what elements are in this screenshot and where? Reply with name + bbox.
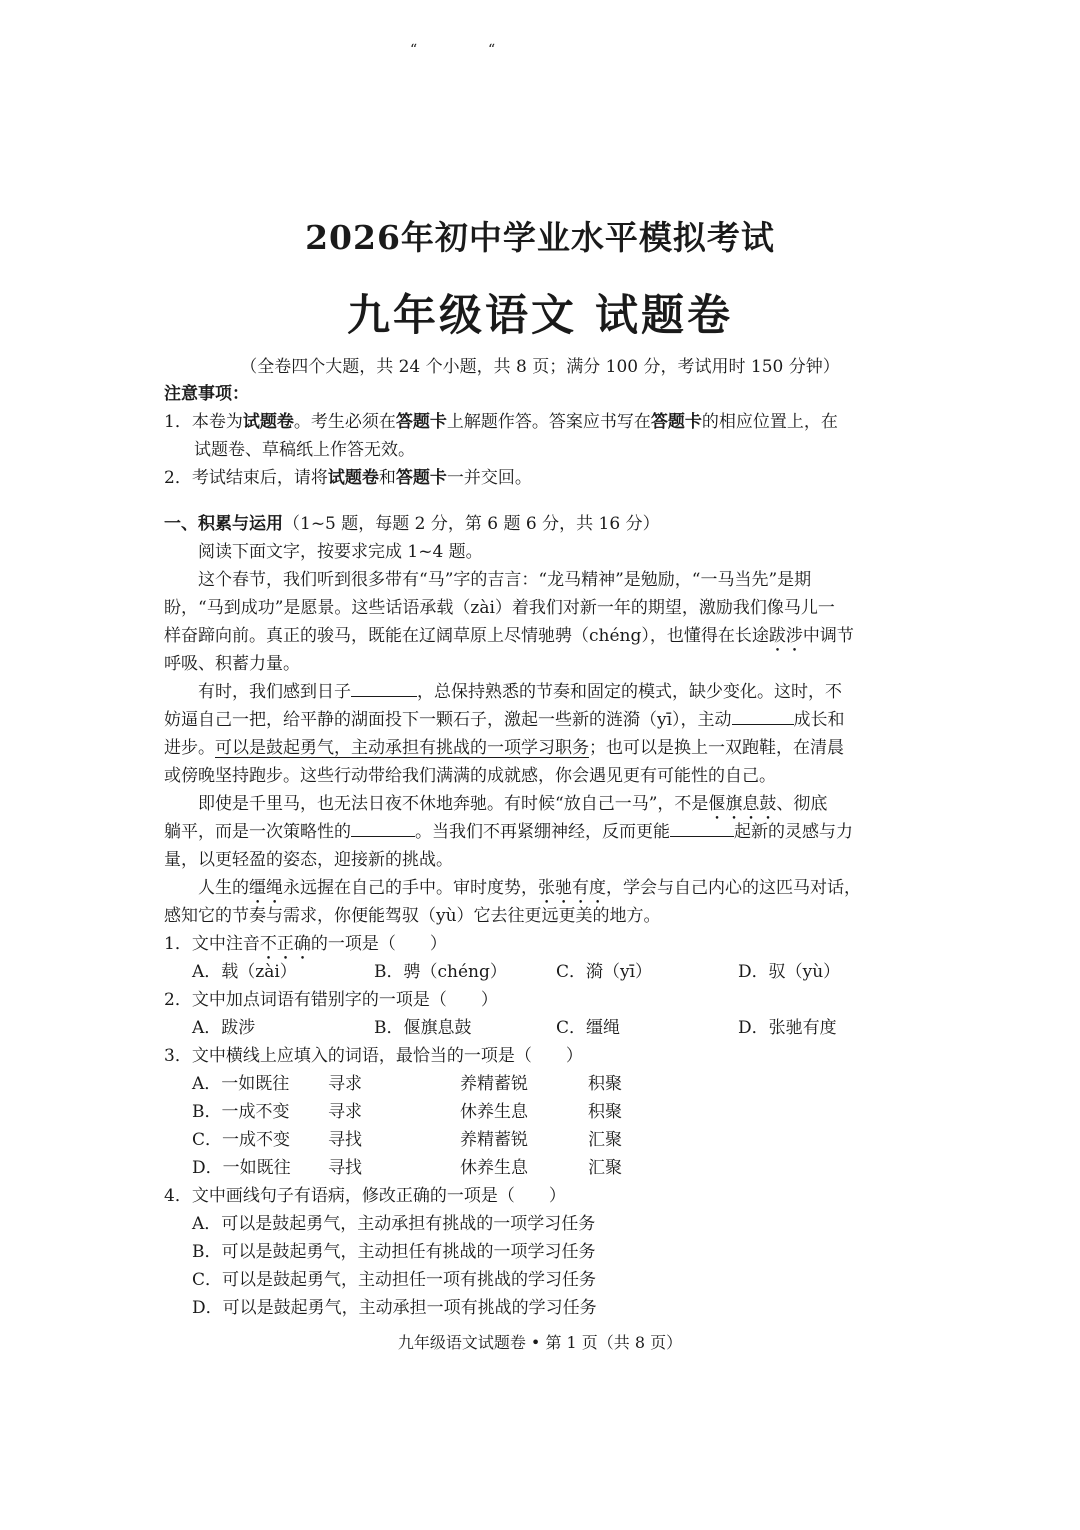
question-stem: 文中画线句子有语病，修改正确的一项是（ ）	[191, 1186, 566, 1206]
passage-line	[164, 790, 920, 818]
passage-line	[164, 874, 920, 902]
fill-blank[interactable]	[670, 818, 734, 837]
section-title: 一、积累与运用	[164, 514, 283, 534]
option-cell: 寻找	[328, 1158, 362, 1178]
notice-bold: 答题卡	[395, 468, 447, 488]
passage-line: 量，以更轻盈的姿态，迎接新的挑战。	[164, 850, 453, 870]
fill-blank[interactable]	[351, 818, 415, 837]
page-footer: 九年级语文试题卷 • 第 1 页（共 8 页）	[397, 1333, 683, 1352]
passage-line	[164, 818, 920, 846]
passage-paragraph-3	[164, 790, 920, 874]
question-2	[164, 986, 920, 1014]
option-cell: 寻求	[328, 1074, 362, 1094]
option-cell: 养精蓄锐	[460, 1130, 528, 1150]
passage-line: 或傍晚坚持跑步。这些行动带给我们满满的成就感，你会遇见更有可能性的自己。	[164, 766, 776, 786]
question-stem: 文中注音	[191, 934, 260, 954]
option-cell: C．一成不变	[192, 1130, 291, 1150]
passage-text: 躺平，而是一次策略性的	[164, 822, 351, 842]
option-cell: 积聚	[588, 1102, 622, 1122]
passage-text: 永远握在自己的手中。审时度势，	[283, 878, 538, 898]
option-b[interactable]	[164, 1098, 920, 1126]
option-c[interactable]: C．缰绳	[556, 1018, 621, 1038]
option-d[interactable]: D．可以是鼓起勇气，主动承担一项有挑战的学习任务	[192, 1298, 597, 1318]
option-d[interactable]: D．驭（yù）	[738, 962, 841, 982]
spacer	[164, 492, 920, 510]
notice-text: 和	[378, 468, 396, 488]
option-c[interactable]: C．漪（yī）	[556, 962, 653, 982]
option-cell: A．一如既往	[192, 1074, 290, 1094]
option-cell: 寻找	[328, 1130, 362, 1150]
passage-line: 感知它的节奏与需求，你便能驾驭（yù）它去往更远更美的地方。	[164, 906, 661, 926]
passage-text: 成长和	[793, 710, 845, 730]
option-cell: B．一成不变	[192, 1102, 290, 1122]
exam-content	[164, 380, 920, 1322]
option-cell: 汇聚	[588, 1130, 622, 1150]
notice-bold: 试题卷	[242, 412, 294, 432]
passage-paragraph-4	[164, 874, 920, 930]
notice-num: 2．	[164, 468, 192, 488]
exam-title: 2026年初中学业水平模拟考试	[305, 218, 775, 257]
notice-text: 本卷为	[191, 412, 243, 432]
passage-paragraph-1	[164, 566, 920, 678]
question-stem: 文中横线上应填入的词语，最恰当的一项是（ ）	[191, 1046, 583, 1066]
passage-text: 样奋蹄向前。真正的骏马，既能在辽阔草原上尽情驰骋（chéng），也懂得在长途	[164, 626, 769, 646]
exam-info: （全卷四个大题，共 24 个小题，共 8 页；满分 100 分，考试用时 150 分钟）	[240, 357, 840, 377]
passage-text: 。当我们不再紧绷神经，反而更能	[415, 822, 670, 842]
underlined-sentence: 可以是鼓起勇气，主动承担有挑战的一项学习职务	[215, 738, 589, 758]
quote-mark: “	[410, 42, 418, 58]
notice-item-1	[164, 408, 920, 436]
option-b[interactable]: B．骋（chéng）	[374, 962, 507, 982]
passage-line: 盼，“马到成功”是愿景。这些话语承载（zài）着我们对新一年的期望，激励我们像马儿一	[164, 598, 835, 618]
option-a[interactable]: A．可以是鼓起勇气，主动承担有挑战的一项学习任务	[192, 1214, 596, 1234]
header-marks	[0, 42, 1080, 62]
notice-item-2	[164, 464, 920, 492]
fill-blank[interactable]	[351, 678, 417, 697]
option-d[interactable]	[164, 1154, 920, 1182]
notice-item-1-cont: 试题卷、草稿纸上作答无效。	[194, 440, 415, 460]
dotted-word: 跋涉	[768, 626, 803, 646]
option-a[interactable]: A．跋涉	[192, 1018, 256, 1038]
option-d[interactable]: D．张驰有度	[738, 1018, 837, 1038]
quote-mark: “	[488, 42, 496, 58]
notice-text: 一并交回。	[446, 468, 532, 488]
option-cell: 寻求	[328, 1102, 362, 1122]
question-num: 1．	[164, 934, 192, 954]
question-stem: 的一项是（ ）	[310, 934, 447, 954]
reading-instruction: 阅读下面文字，按要求完成 1~4 题。	[198, 542, 483, 562]
question-3	[164, 1042, 920, 1070]
passage-text: ，总保持熟悉的节奏和固定的模式，缺少变化。这时，不	[417, 682, 842, 702]
dotted-word: 缰绳	[249, 878, 283, 898]
option-cell: 养精蓄锐	[460, 1074, 528, 1094]
passage-line: 这个春节，我们听到很多带有“马”字的吉言：“龙马精神”是勉励，“一马当先”是期	[198, 570, 812, 590]
dotted-word: 偃旗息鼓	[708, 794, 777, 814]
option-b[interactable]: B．偃旗息鼓	[374, 1018, 472, 1038]
section1-heading	[164, 510, 920, 538]
question-2-options	[164, 1014, 920, 1042]
notice-bold: 答题卡	[395, 412, 447, 432]
exam-subtitle: 九年级语文 试题卷	[347, 291, 733, 341]
option-cell: D．一如既往	[192, 1158, 291, 1178]
passage-line	[164, 678, 920, 706]
question-1-options	[164, 958, 920, 986]
option-c[interactable]	[164, 1126, 920, 1154]
notice-bold: 答题卡	[650, 412, 702, 432]
notice-text: 考试结束后，请将	[191, 468, 328, 488]
passage-text: 中调节	[802, 626, 854, 646]
option-b[interactable]: B．可以是鼓起勇气，主动担任有挑战的一项学习任务	[192, 1242, 596, 1262]
passage-text: 进步。	[164, 738, 215, 758]
option-a[interactable]	[164, 1070, 920, 1098]
fill-blank[interactable]	[732, 706, 794, 725]
option-cell: 积聚	[588, 1074, 622, 1094]
question-num: 3．	[164, 1046, 192, 1066]
question-stem: 文中加点词语有错别字的一项是（ ）	[191, 990, 498, 1010]
passage-text: 、彻底	[776, 794, 828, 814]
passage-text: 起新的灵感与力	[734, 822, 853, 842]
question-num: 4．	[164, 1186, 192, 1206]
question-1	[164, 930, 920, 958]
passage-text: 人生的	[198, 878, 249, 898]
option-c[interactable]: C．可以是鼓起勇气，主动担任一项有挑战的学习任务	[192, 1270, 597, 1290]
option-cell: 休养生息	[460, 1102, 528, 1122]
notice-text: 。考生必须在	[293, 412, 396, 432]
dotted-word: 张驰有度	[538, 878, 606, 898]
option-cell: 休养生息	[460, 1158, 528, 1178]
passage-line	[164, 706, 920, 734]
passage-line	[164, 622, 920, 650]
option-a[interactable]: A．载（zài）	[192, 962, 297, 982]
notice-text: 上解题作答。答案应书写在	[446, 412, 651, 432]
passage-paragraph-2	[164, 678, 920, 790]
section-note: （1~5 题，每题 2 分，第 6 题 6 分，共 16 分）	[283, 514, 660, 534]
passage-text: 有时，我们感到日子	[198, 682, 351, 702]
question-num: 2．	[164, 990, 192, 1010]
notice-num: 1．	[164, 412, 192, 432]
passage-text: 即使是千里马，也无法日夜不休地奔驰。有时候“放自己一马”，不是	[198, 794, 709, 814]
option-cell: 汇聚	[588, 1158, 622, 1178]
question-4	[164, 1182, 920, 1210]
passage-text: ；也可以是换上一双跑鞋，在清晨	[589, 738, 844, 758]
passage-line	[164, 734, 920, 762]
notice-text: 的相应位置上，在	[701, 412, 838, 432]
passage-text: 妨逼自己一把，给平静的湖面投下一颗石子，激起一些新的涟漪（yī），主动	[164, 710, 732, 730]
notice-heading: 注意事项：	[164, 384, 249, 404]
passage-line: 呼吸、积蓄力量。	[164, 654, 300, 674]
dotted-word: 不正确	[259, 934, 311, 954]
passage-text: ，学会与自己内心的这匹马对话，	[606, 878, 861, 898]
notice-bold: 试题卷	[327, 468, 379, 488]
